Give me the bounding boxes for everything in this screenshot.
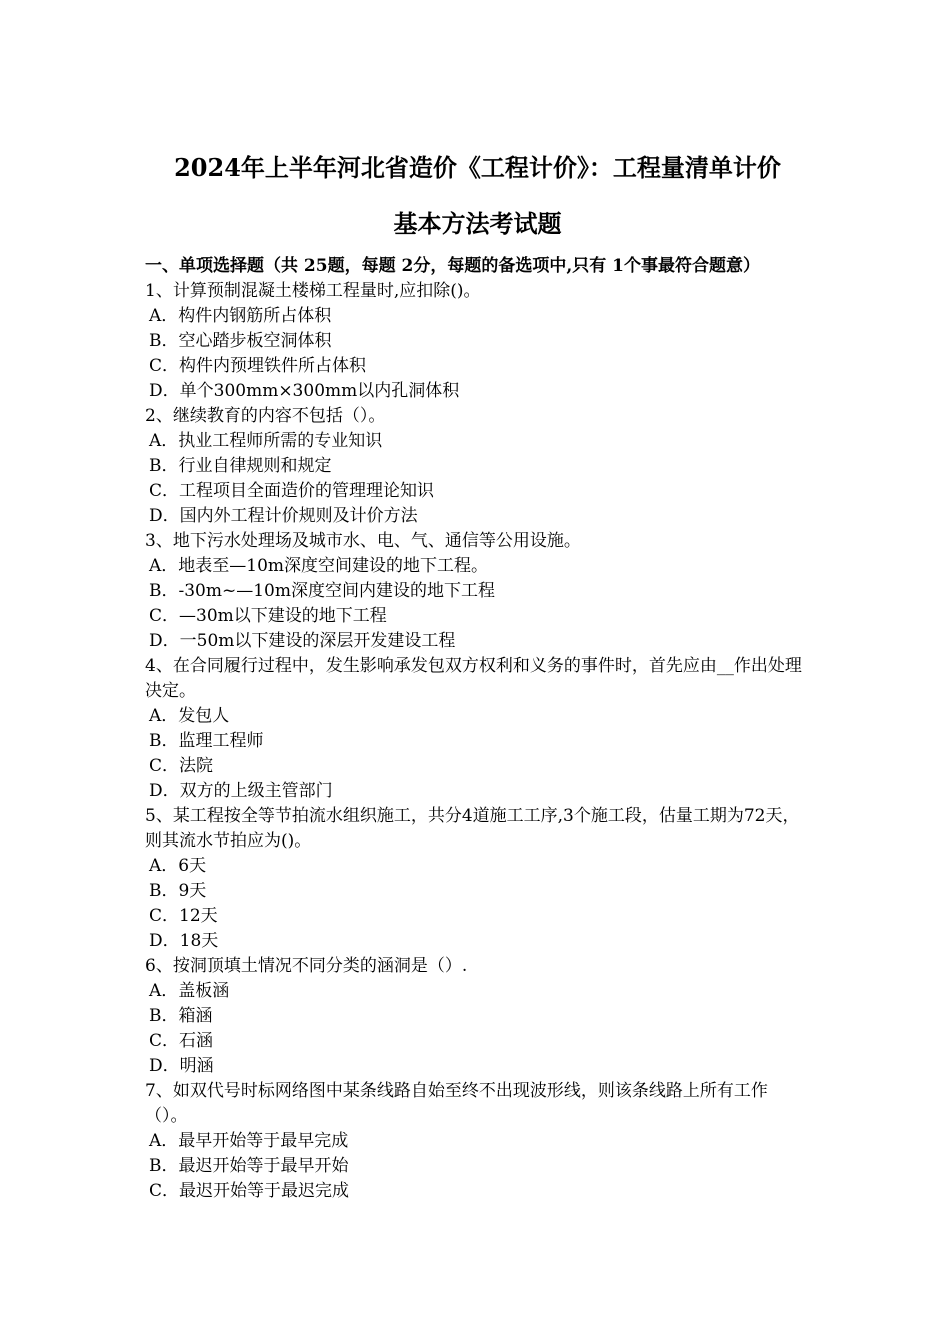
- answer-option: D．18天: [149, 931, 219, 951]
- answer-option: C．—30m以下建设的地下工程: [149, 606, 387, 626]
- answer-option: D．国内外工程计价规则及计价方法: [149, 506, 418, 526]
- answer-option: B．箱涵: [149, 1006, 213, 1026]
- answer-option: A．最早开始等于最早完成: [149, 1131, 349, 1151]
- document-title: [145, 140, 810, 252]
- question-stem: 1、计算预制混凝土楼梯工程量时,应扣除()。: [145, 281, 481, 301]
- question-stem: 5、某工程按全等节拍流水组织施工，共分4道施工工序,3个施工段，估量工期为72天，则其流水节拍应为()。: [145, 806, 800, 851]
- question-stem: 3、地下污水处理场及城市水、电、气、通信等公用设施。: [145, 531, 581, 551]
- section-heading: 一、单项选择题（共 25题，每题 2分，每题的备选项中,只有 1个事最符合题意）: [145, 256, 760, 276]
- answer-option: B．-30m~—10m深度空间内建设的地下工程: [149, 581, 495, 601]
- answer-option: D．双方的上级主管部门: [149, 781, 333, 801]
- answer-option: A．执业工程师所需的专业知识: [149, 431, 383, 451]
- answer-option: B．空心踏步板空洞体积: [149, 331, 332, 351]
- answer-option: A．6天: [149, 856, 207, 876]
- answer-option: A．构件内钢筋所占体积: [149, 306, 332, 326]
- answer-option: C．石涵: [149, 1031, 214, 1051]
- question-stem: 2、继续教育的内容不包括（）。: [145, 406, 386, 426]
- answer-option: C．法院: [149, 756, 214, 776]
- answer-option: C．12天: [149, 906, 218, 926]
- document-page: [145, 140, 810, 1204]
- answer-option: B．行业自律规则和规定: [149, 456, 332, 476]
- question-list: [145, 279, 810, 1204]
- answer-option: C．工程项目全面造价的管理理论知识: [149, 481, 435, 501]
- answer-option: B．9天: [149, 881, 207, 901]
- answer-option: A．地表至—10m深度空间建设的地下工程。: [149, 556, 489, 576]
- title-line-1: 2024年上半年河北省造价《工程计价》：工程量清单计价: [174, 153, 781, 182]
- answer-option: D．单个300mm×300mm以内孔洞体积: [149, 381, 460, 401]
- answer-option: C．构件内预埋铁件所占体积: [149, 356, 367, 376]
- answer-option: D．明涵: [149, 1056, 214, 1076]
- question-stem: 4、在合同履行过程中，发生影响承发包双方权利和义务的事件时，首先应由__作出处理决定。: [145, 656, 802, 701]
- answer-option: D．一50m以下建设的深层开发建设工程: [149, 631, 456, 651]
- question-stem: 6、按洞顶填土情况不同分类的涵洞是（）.: [145, 956, 468, 976]
- answer-option: C．最迟开始等于最迟完成: [149, 1181, 350, 1201]
- answer-option: B．监理工程师: [149, 731, 264, 751]
- answer-option: A．盖板涵: [149, 981, 230, 1001]
- question-stem: 7、如双代号时标网络图中某条线路自始至终不出现波形线，则该条线路上所有工作（）。: [145, 1081, 768, 1126]
- answer-option: B．最迟开始等于最早开始: [149, 1156, 349, 1176]
- answer-option: A．发包人: [149, 706, 230, 726]
- title-line-2: 基本方法考试题: [393, 209, 562, 238]
